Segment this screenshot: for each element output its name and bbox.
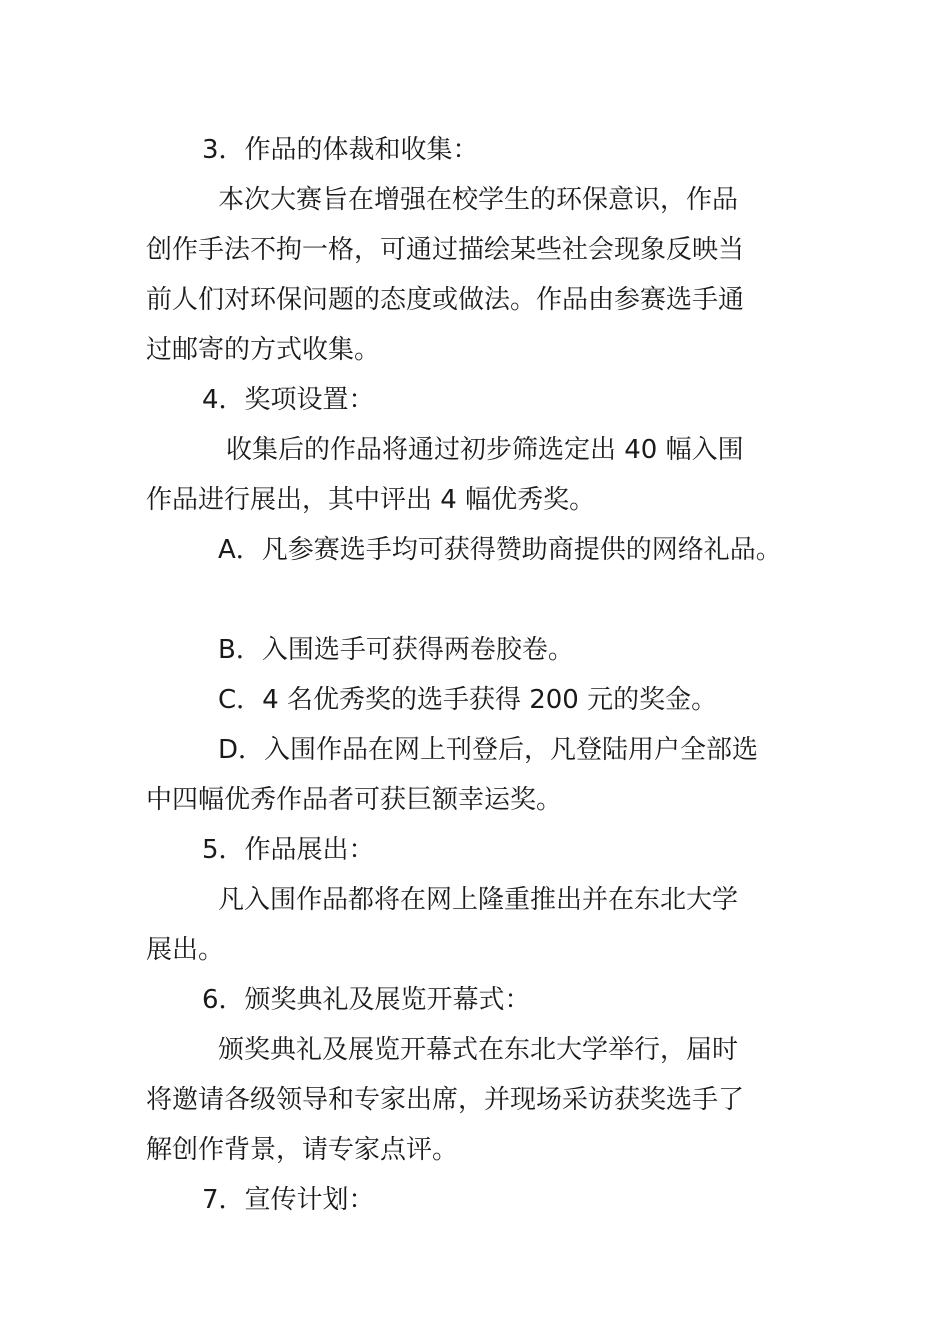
award-item-c: C．4 名优秀奖的选手获得 200 元的奖金。 bbox=[218, 685, 718, 715]
award-item-d-line-2: 中四幅优秀作品者可获巨额幸运奖。 bbox=[146, 785, 563, 815]
section-4-paragraph-line-1: 收集后的作品将通过初步筛选定出 40 幅入围 bbox=[226, 435, 744, 465]
award-item-b: B．入围选手可获得两卷胶卷。 bbox=[218, 635, 574, 665]
section-3-paragraph-line-3: 前人们对环保问题的态度或做法。作品由参赛选手通 bbox=[146, 285, 745, 315]
section-5-paragraph-line-2: 展出。 bbox=[146, 935, 225, 965]
section-3-heading: 3．作品的体裁和收集： bbox=[202, 135, 479, 165]
blank-line bbox=[146, 575, 826, 625]
section-5-heading: 5．作品展出： bbox=[202, 835, 375, 865]
section-3-paragraph-line-2: 创作手法不拘一格，可通过描绘某些社会现象反映当 bbox=[146, 235, 745, 265]
section-3-paragraph-line-1: 本次大赛旨在增强在校学生的环保意识，作品 bbox=[218, 185, 739, 215]
document-body bbox=[146, 125, 826, 1225]
section-6-paragraph-line-3: 解创作背景，请专家点评。 bbox=[146, 1135, 459, 1165]
section-5-paragraph-line-1: 凡入围作品都将在网上隆重推出并在东北大学 bbox=[218, 885, 739, 915]
section-4-heading: 4．奖项设置： bbox=[202, 385, 375, 415]
section-6-paragraph-line-2: 将邀请各级领导和专家出席，并现场采访获奖选手了 bbox=[146, 1085, 745, 1115]
section-6-heading: 6．颁奖典礼及展览开幕式： bbox=[202, 985, 531, 1015]
award-item-d-line-1: D．入围作品在网上刊登后，凡登陆用户全部选 bbox=[218, 735, 759, 765]
section-6-paragraph-line-1: 颁奖典礼及展览开幕式在东北大学举行，届时 bbox=[218, 1035, 739, 1065]
section-3-paragraph-line-4: 过邮寄的方式收集。 bbox=[146, 335, 381, 365]
section-4-paragraph-line-2: 作品进行展出，其中评出 4 幅优秀奖。 bbox=[146, 485, 596, 515]
award-item-a: A．凡参赛选手均可获得赞助商提供的网络礼品。 bbox=[218, 535, 782, 565]
section-7-heading: 7．宣传计划： bbox=[202, 1185, 375, 1215]
